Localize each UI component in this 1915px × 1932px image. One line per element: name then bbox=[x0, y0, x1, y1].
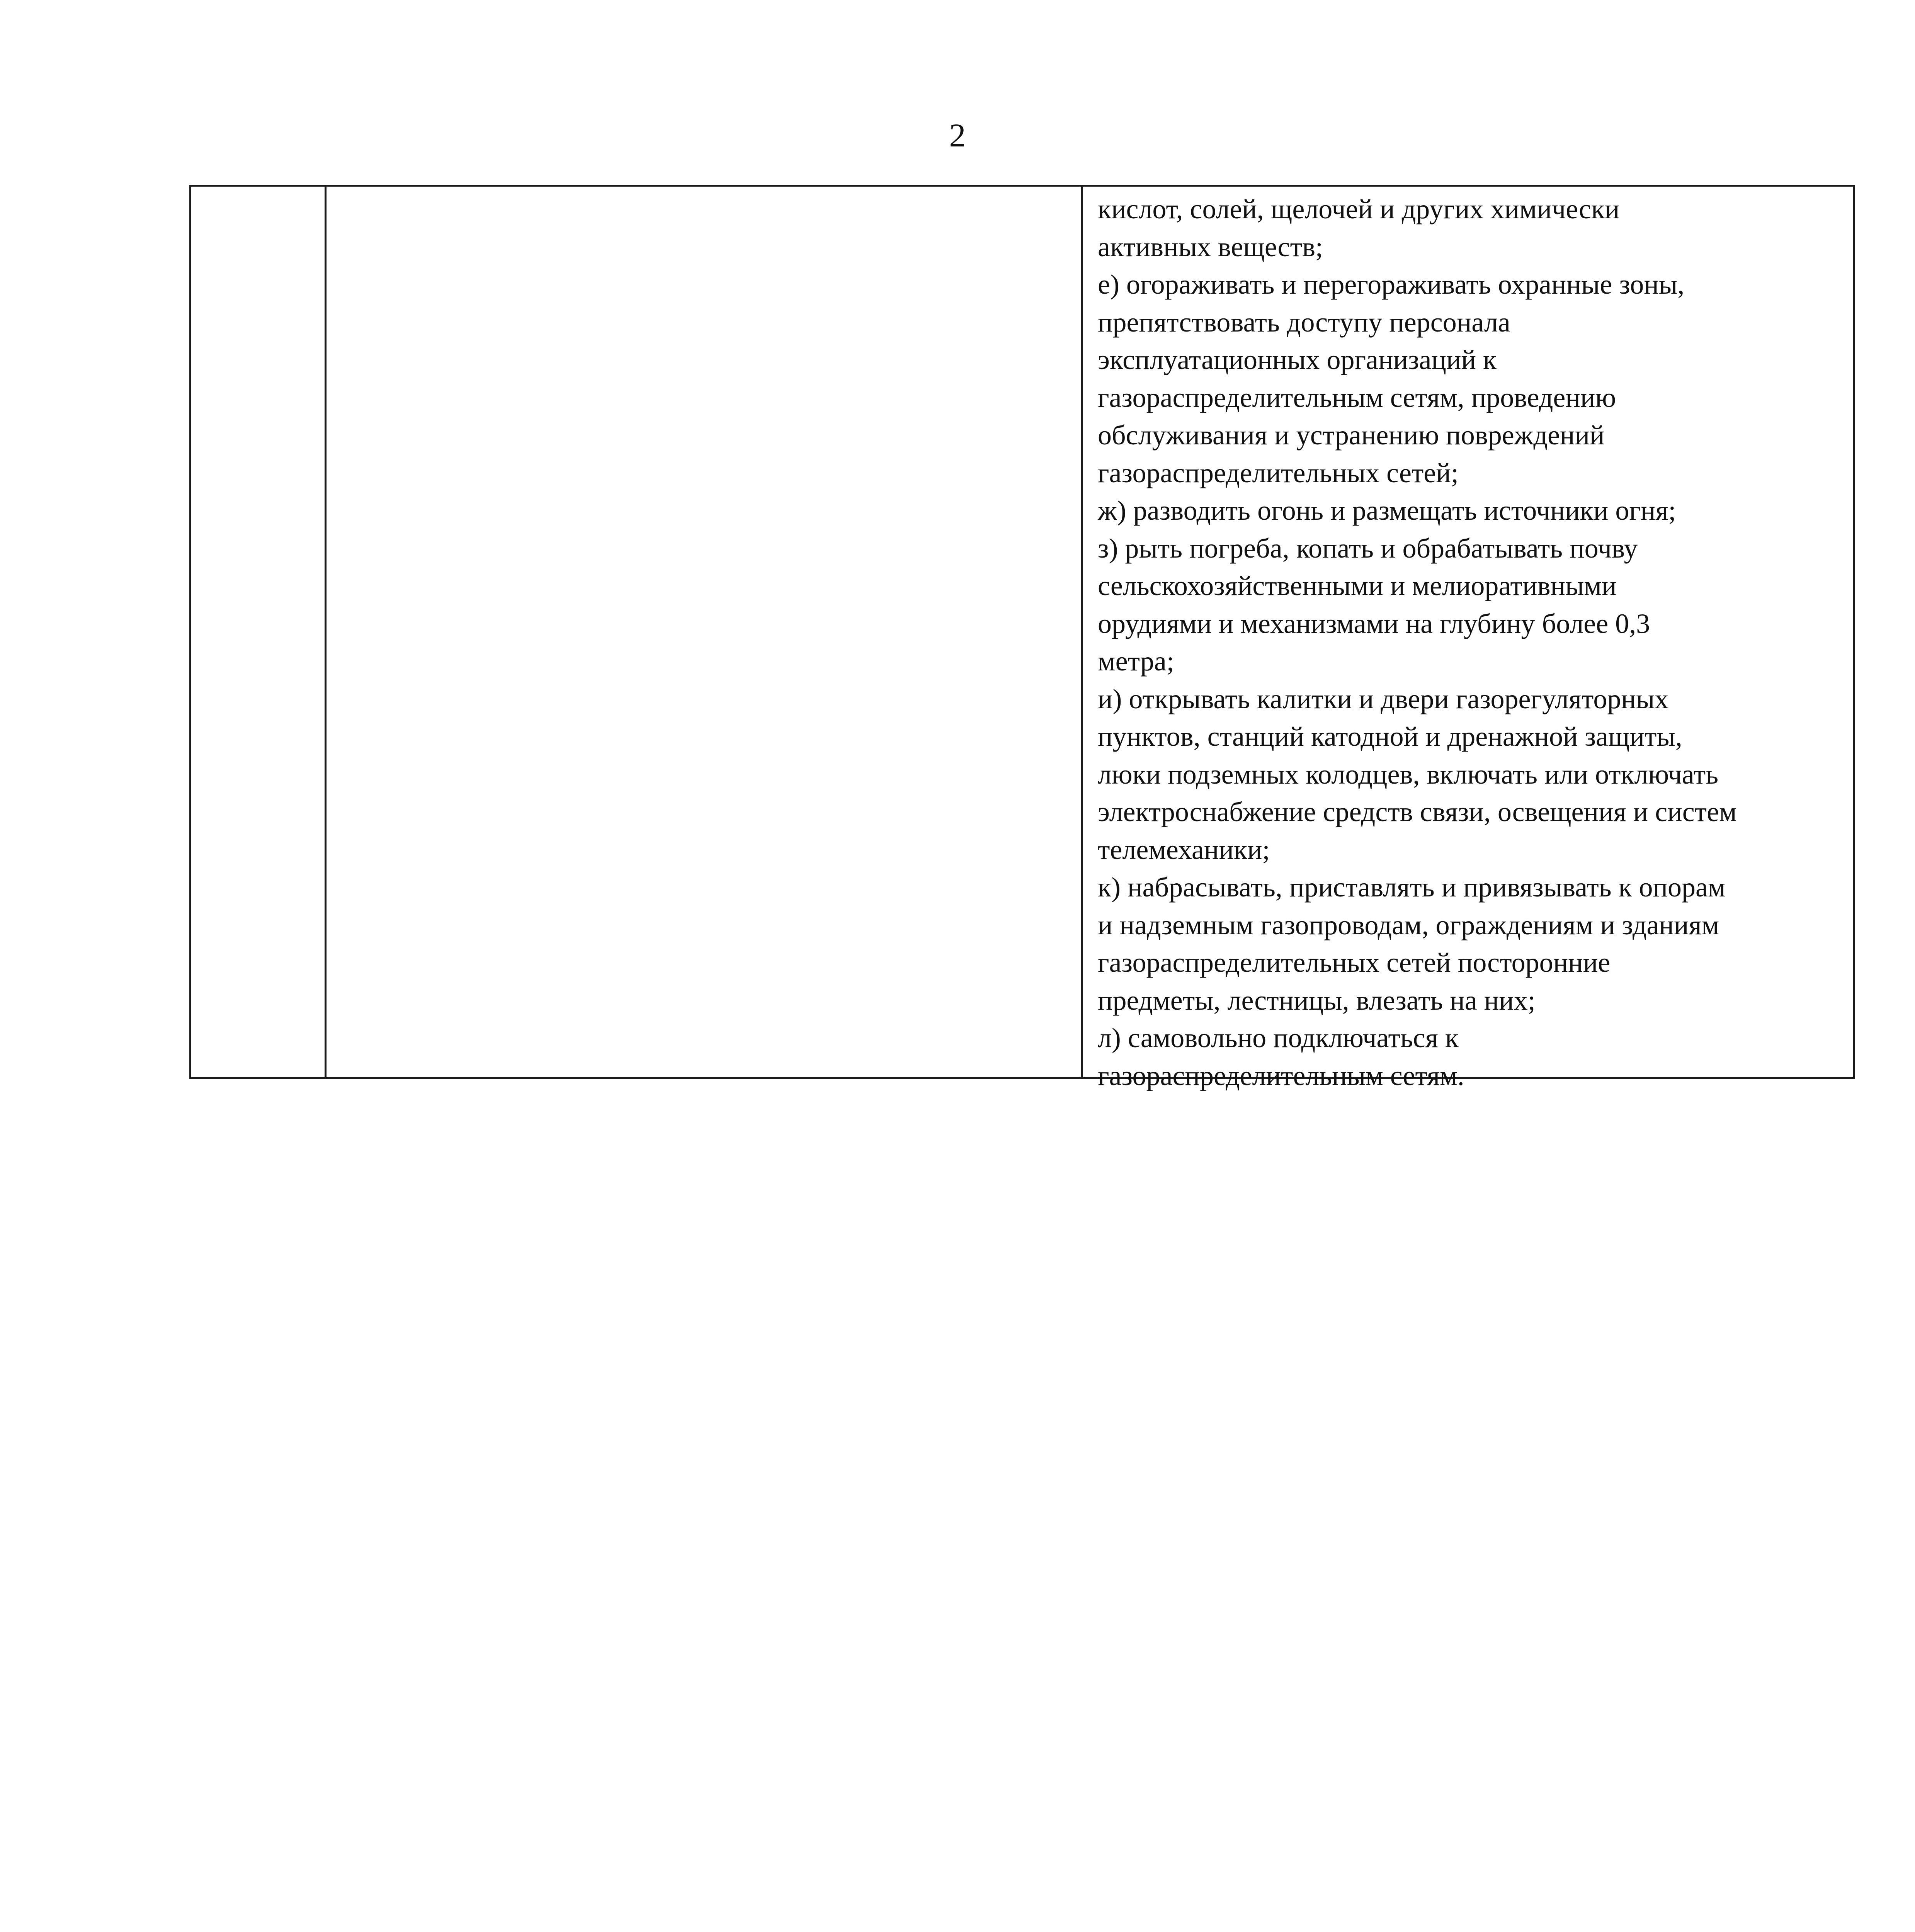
text-line: газораспределительных сетей; bbox=[1098, 457, 1459, 488]
text-line: метра; bbox=[1098, 646, 1174, 677]
text-line: и) открывать калитки и двери газорегуляторных bbox=[1098, 683, 1669, 714]
text-line: люки подземных колодцев, включать или отключать bbox=[1098, 759, 1719, 790]
table-cell-zone bbox=[327, 187, 1083, 1077]
text-line: препятствовать доступу персонала bbox=[1098, 306, 1510, 338]
text-line: эксплуатационных организаций к bbox=[1098, 344, 1497, 375]
text-line: к) набрасывать, приставлять и привязывать к опорам bbox=[1098, 872, 1726, 903]
text-line: з) рыть погреба, копать и обрабатывать почву bbox=[1098, 532, 1638, 564]
text-line: орудиями и механизмами на глубину более 0,3 bbox=[1098, 608, 1650, 639]
text-line: активных веществ; bbox=[1098, 231, 1323, 262]
text-line: газораспределительных сетей посторонние bbox=[1098, 947, 1611, 978]
text-line: обслуживания и устранению повреждений bbox=[1098, 420, 1605, 451]
text-line: телемеханики; bbox=[1098, 834, 1270, 865]
text-line: газораспределительным сетям, проведению bbox=[1098, 382, 1616, 413]
text-line: ж) разводить огонь и размещать источники огня; bbox=[1098, 495, 1676, 526]
text-line: электроснабжение средств связи, освещения и систем bbox=[1098, 796, 1737, 827]
text-line: пунктов, станций катодной и дренажной защиты, bbox=[1098, 721, 1682, 752]
page-number: 2 bbox=[949, 117, 966, 154]
table-cell-restrictions bbox=[1083, 187, 1853, 1091]
text-line: газораспределительным сетям. bbox=[1098, 1060, 1464, 1091]
restrictions-text bbox=[1098, 190, 1845, 1095]
table-cell-number bbox=[191, 187, 327, 1077]
text-line: кислот, солей, щелочей и других химически bbox=[1098, 194, 1620, 224]
text-line: е) огораживать и перегораживать охранные зоны, bbox=[1098, 269, 1685, 300]
content-table bbox=[189, 185, 1855, 1091]
text-line: сельскохозяйственными и мелиоративными bbox=[1098, 570, 1617, 601]
text-line: предметы, лестницы, влезать на них; bbox=[1098, 985, 1536, 1016]
text-line: и надземным газопроводам, ограждениям и зданиям bbox=[1098, 909, 1719, 940]
text-line: л) самовольно подключаться к bbox=[1098, 1022, 1459, 1053]
